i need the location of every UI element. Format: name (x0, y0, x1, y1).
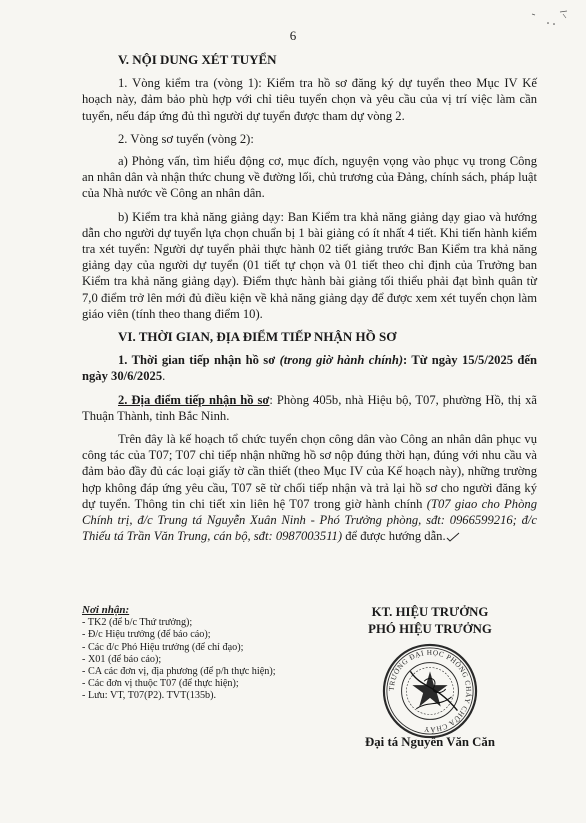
signature-block (320, 604, 540, 750)
seal-text: TRƯỜNG ĐẠI HỌC PHÒNG CHÁY CHỮA CHÁY (387, 648, 473, 734)
page-number: 6 (289, 28, 297, 43)
official-seal-stamp (381, 642, 479, 740)
section-heading-vi: VI. THỜI GIAN, ĐỊA ĐIỂM TIẾP NHẬN HỒ SƠ (118, 329, 397, 345)
receive-time-value: : Từ ngày 15/5/2025 đến ngày 30/6/2025 (82, 353, 538, 384)
recipient-item: - Các đơn vị thuộc T07 (để thực hiện); (82, 678, 239, 690)
closing-text: Trên đây là kế hoạch tổ chức tuyển chọn công dân vào Công an nhân dân phục vụ công tác của T07; T07 chỉ tiếp nhận những hồ sơ nộp đúng thời hạn, đúng với nhu cầu và đảm bảo đầy đủ các loại giấy tờ cần thiết (theo Mục IV của Kế hoạch này), những trường hợp không đáp ứng yêu cầu, T07 sẽ từ chối tiếp nhận và trả lại hồ sơ cho người đăng ký dự tuyển. Thông tin chi tiết xin liên hệ T07 trong giờ hành chính (82, 432, 537, 511)
check-mark-icon (446, 532, 460, 542)
receive-time-label: 1. Thời gian tiếp nhận hồ sơ (118, 353, 276, 368)
section-heading-v: V. NỘI DUNG XÉT TUYỂN (118, 52, 277, 67)
recipient-item: - Lưu: VT, T07(P2). TVT(135b). (82, 690, 217, 702)
document-body (82, 52, 537, 551)
document-footer (82, 604, 537, 804)
recipients-list (82, 604, 307, 703)
recipient-item: - CA các đơn vị, địa phương (để p/h thực hiện); (82, 666, 276, 678)
receive-place-value: : Phòng 405b, nhà Hiệu bộ, T07, phường Hồ, thị xã Thuận Thành, tỉnh Bắc Ninh. (82, 392, 537, 423)
receive-place-label: 2. Địa điểm tiếp nhận hồ sơ (118, 392, 270, 407)
closing-end: để được hướng dẫn. (342, 529, 446, 544)
scan-corner-marks (530, 8, 570, 28)
signer-name: Đại tá Nguyễn Văn Căn (365, 735, 495, 749)
paragraph-receive-place (82, 392, 537, 424)
receive-time-end: . (162, 369, 166, 384)
paragraph-closing (82, 431, 537, 544)
recipient-item: - Đ/c Hiệu trưởng (để báo cáo); (82, 629, 211, 641)
recipients-title: Nơi nhận: (82, 604, 130, 616)
paragraph-round-2: 2. Vòng sơ tuyển (vòng 2): (118, 131, 254, 146)
recipient-item: - TK2 (để b/c Thứ trưởng); (82, 617, 193, 629)
recipient-item: - X01 (để báo cáo); (82, 653, 162, 665)
recipient-item: - Các đ/c Phó Hiệu trưởng (để chỉ đạo); (82, 641, 244, 653)
receive-time-note: (trong giờ hành chính) (279, 353, 404, 368)
closing-contact: (T07 giao cho Phòng Chính trị, đ/c Trung tá Nguyễn Xuân Ninh - Phó Trưởng phòng, sđt: 0966599216; đ/c Thiếu tá Trần Văn Trung, cán bộ, sđt: 0987003511) (82, 496, 537, 544)
paragraph-interview: a) Phỏng vấn, tìm hiểu động cơ, mục đích, nguyện vọng vào phục vụ trong Công an nhân dân và nhận thức chung về đường lối, chủ trương của Đảng, chính sách, pháp luật của Nhà nước về Công an nhân dân. (82, 154, 537, 201)
paragraph-round-1: 1. Vòng kiểm tra (vòng 1): Kiểm tra hồ sơ đăng ký dự tuyển theo Mục IV Kế hoạch này, đảm bảo phù hợp với chỉ tiêu tuyển chọn và yêu cầu của vị trí việc làm cần tuyển, nếu đáp ứng đủ thì người dự tuyển được tham dự vòng 2. (82, 76, 537, 123)
signer-title-line1: KT. HIỆU TRƯỞNG (371, 605, 489, 619)
signer-title-line2: PHÓ HIỆU TRƯỞNG (368, 622, 492, 636)
paragraph-teaching-test: b) Kiểm tra khả năng giảng dạy: Ban Kiểm tra khả năng giảng dạy giao và hướng dẫn cho người dự tuyển lựa chọn chuẩn bị 1 bài giảng có ít nhất 4 tiết. Khi tiến hành kiểm tra xét tuyển: Người dự tuyển phải thực hành 02 tiết giảng trước Ban Kiểm tra khả năng giảng dạy của người dự tuyển (01 tiết tự chọn và 01 tiết theo chỉ định của Trưởng ban Kiểm tra khả năng giảng dạy). Điểm thực hành bài giảng tối thiểu phải đạt bình quân từ 7,0 điểm trở lên mới đủ điều kiện về khả năng giảng dạy để được xem xét tuyển chọn làm giáo viên (tính theo thang điểm 10). (82, 209, 537, 321)
paragraph-receive-time (82, 352, 537, 384)
